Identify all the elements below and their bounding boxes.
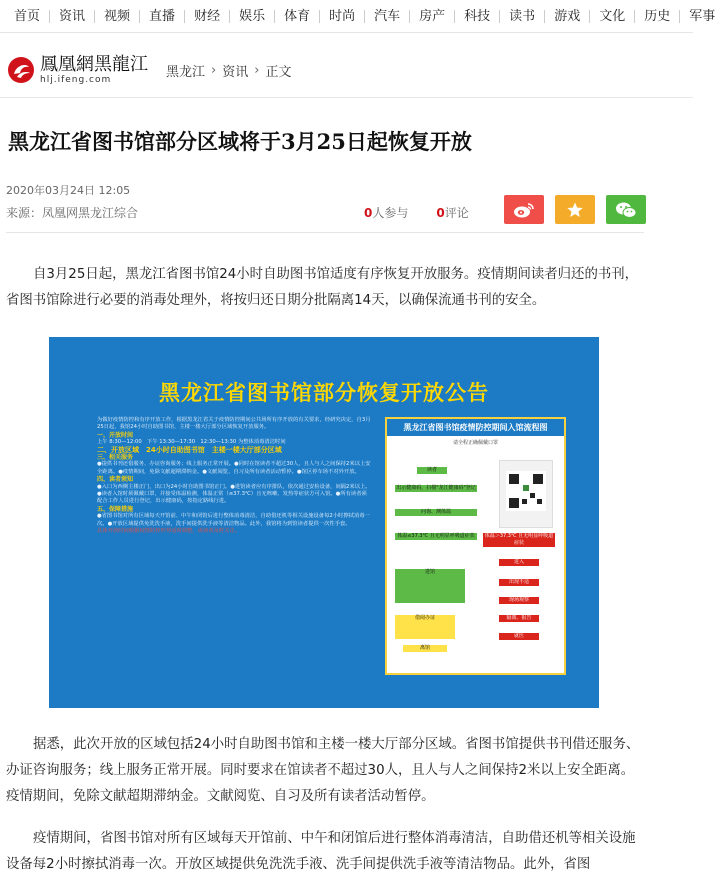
- phoenix-logo-icon: [6, 55, 36, 85]
- article-paragraph-2: 据悉，此次开放的区域包括24小时自助图书馆和主楼一楼大厅部分区域。省图书馆提供书刊借还服务、办证咨询服务；线上服务正常开展。同时要求在馆读者不超过30人，且人与人之间保持2米以上安全距离。疫情期间，免除文献超期滞纳金。文献阅览、自习及所有读者活动暂停。: [6, 737, 640, 804]
- poster-section-areas: 二、开放区域 24小时自助图书馆 主楼一楼大厅部分区域: [97, 445, 282, 454]
- nav-item-sports[interactable]: 体育: [275, 10, 320, 23]
- chevron-right-icon: ›: [254, 62, 260, 78]
- poster-notice-body: ●入口为西侧主楼正门，出口为24小时自助图书馆正门。●进馆读者应有序排队，依次通过安检设备，间隔2米以上。●读者入馆时须佩戴口罩，并接受体温检测，体温正常（≤37.3℃）且无咳嗽、发热等症状方可入馆。●所有读者须配合工作人员进行登记，出示健康码，按指定路线行进。: [97, 483, 371, 505]
- poster-measures-body: ●省图书馆对所有区域每天开馆前、中午和闭馆后进行整体消毒清洁，自助借还机等相关设施设备每2小时擦拭消毒一次。●开放区域提供免洗洗手液，洗手间提供洗手液等清洁物品。此外，我馆将为到馆读者提供一次性手套。: [97, 513, 370, 527]
- breadcrumb: [166, 61, 291, 80]
- breadcrumb-current: 正文: [265, 64, 292, 80]
- breadcrumb-heilongjiang[interactable]: 黑龙江: [166, 64, 206, 80]
- flow-step-checkin: 问询、测体温: [395, 509, 477, 516]
- poster-services-body: ●提供书刊还借服务、办证咨询服务；线上服务正常开展。●同时在馆读者不超过30人，且人与人之间保持2米以上安全距离。●疫情期间，免除文献超期滞纳金。●文献阅览、自习及所有读者活动暂停。●馆区停车场不对外开放。: [97, 461, 371, 475]
- flowchart-subtitle: 请全程正确佩戴口罩: [452, 440, 498, 446]
- favorite-button[interactable]: [555, 195, 595, 224]
- site-logo[interactable]: [6, 55, 148, 85]
- comments-label: 评论: [444, 206, 469, 220]
- flowchart-title: 黑龙江省图书馆疫情防控期间入馆流程图: [387, 419, 564, 436]
- flow-step-normal-temp: 体温≤37.3℃ 且无明显呼吸道症状: [395, 533, 477, 540]
- article-stats: [364, 204, 497, 221]
- wechat-icon: [615, 201, 637, 219]
- comments-link[interactable]: [436, 204, 468, 221]
- share-wechat-button[interactable]: [606, 195, 646, 224]
- chevron-right-icon: ›: [211, 62, 217, 78]
- poster-footer: 具体开放时间根据疫情防控形势适时调整，请读者及时关注。: [97, 528, 241, 535]
- flow-step-borrow: 借阅办证: [395, 615, 455, 639]
- poster-entry-flowchart: [385, 417, 566, 675]
- nav-item-books[interactable]: 读书: [500, 10, 545, 23]
- nav-item-culture[interactable]: 文化: [590, 10, 635, 23]
- flow-step-health-code: 出示健康码，扫描"龙江健康码"登记: [396, 485, 476, 491]
- flow-step-inside: 进馆: [395, 569, 465, 603]
- top-nav: [0, 0, 716, 33]
- flow-step-enter: 进入: [499, 559, 539, 566]
- nav-item-history[interactable]: 历史: [635, 10, 680, 23]
- logo-sub-text: hlj.ifeng.com: [40, 75, 112, 85]
- poster-section-notice: 四、读者须知: [97, 476, 134, 484]
- brand-bar: [6, 50, 291, 90]
- participants-link[interactable]: [364, 204, 408, 221]
- comments-count: 0: [436, 206, 445, 220]
- share-buttons: [504, 195, 646, 224]
- poster-announcement-text: [97, 417, 371, 536]
- share-weibo-button[interactable]: [504, 195, 544, 224]
- poster-section-hours: 一、开放时间: [97, 431, 134, 439]
- nav-item-ent[interactable]: 娱乐: [230, 10, 275, 23]
- star-icon: [566, 201, 584, 219]
- flow-step-discomfort: 出现不适: [499, 579, 539, 586]
- nav-item-house[interactable]: 房产: [410, 10, 455, 23]
- flow-step-reader: 读者: [417, 467, 447, 474]
- divider: [0, 97, 693, 98]
- weibo-icon: [513, 201, 535, 219]
- divider: [6, 232, 644, 233]
- poster-section-services: 三、相关服务: [97, 454, 134, 462]
- nav-item-tech[interactable]: 科技: [455, 10, 500, 23]
- poster-title: 黑龙江省图书馆部分恢复开放公告: [159, 381, 489, 405]
- flow-step-leave: 离馆: [403, 645, 447, 652]
- flow-step-observe: 现场观察: [499, 597, 539, 604]
- qr-code-icon: [499, 460, 553, 528]
- poster-intro: 为做好疫情防控和有序开放工作，根据黑龙江省关于疫情防控期间公共场所有序开放的有关要求，经研究决定，自3月25日起，我馆24小时自助图书馆、主楼一楼大厅部分区域恢复开放服务。: [97, 417, 371, 431]
- nav-item-games[interactable]: 游戏: [545, 10, 590, 23]
- flow-step-hospital: 就医: [499, 633, 539, 640]
- article-paragraph-1: 自3月25日起，黑龙江省图书馆24小时自助图书馆适度有序恢复开放服务。疫情期间读者归还的书刊，省图书馆除进行必要的消毒处理外，将按归还日期分批隔离14天，以确保流通书刊的安全。: [6, 267, 639, 308]
- flow-step-isolate: 隔离、报告: [499, 615, 539, 622]
- flow-step-abnormal-temp: 体温＞37.3℃ 且无明显呼吸道症状: [484, 533, 554, 546]
- poster-hours-body: 上午 8:30—12:00 下午 13:30—17:30 12:30—13:30 为整体消毒清洁时间: [97, 439, 286, 446]
- nav-item-live[interactable]: 直播: [140, 10, 185, 23]
- nav-item-military[interactable]: 军事: [689, 8, 716, 24]
- article-source: 来源：凤凰网黑龙江综合: [6, 206, 139, 220]
- logo-main-text: 鳳凰網黑龍江: [40, 54, 148, 75]
- nav-item-auto[interactable]: 汽车: [365, 10, 410, 23]
- article-date: 2020年03月24日 12:05: [6, 184, 131, 197]
- announcement-poster-image: [49, 337, 599, 708]
- poster-section-measures: 五、保障措施: [97, 505, 134, 513]
- nav-item-home[interactable]: 首页: [0, 10, 50, 23]
- participants-count: 0: [364, 206, 373, 220]
- article-title: 黑龙江省图书馆部分区域将于3月25日起恢复开放: [8, 129, 472, 154]
- nav-item-video[interactable]: 视频: [95, 10, 140, 23]
- nav-item-finance[interactable]: 财经: [185, 10, 230, 23]
- nav-item-news[interactable]: 资讯: [50, 10, 95, 23]
- participants-label: 人参与: [372, 206, 409, 220]
- nav-item-fashion[interactable]: 时尚: [320, 10, 365, 23]
- article-paragraph-3: 疫情期间，省图书馆对所有区域每天开馆前、中午和闭馆后进行整体消毒清洁，自助借还机等相关设施设备每2小时擦拭消毒一次。开放区域提供免洗洗手液、洗手间提供洗手液等清洁物品。此外，省图: [6, 831, 636, 872]
- breadcrumb-news[interactable]: 资讯: [222, 64, 249, 80]
